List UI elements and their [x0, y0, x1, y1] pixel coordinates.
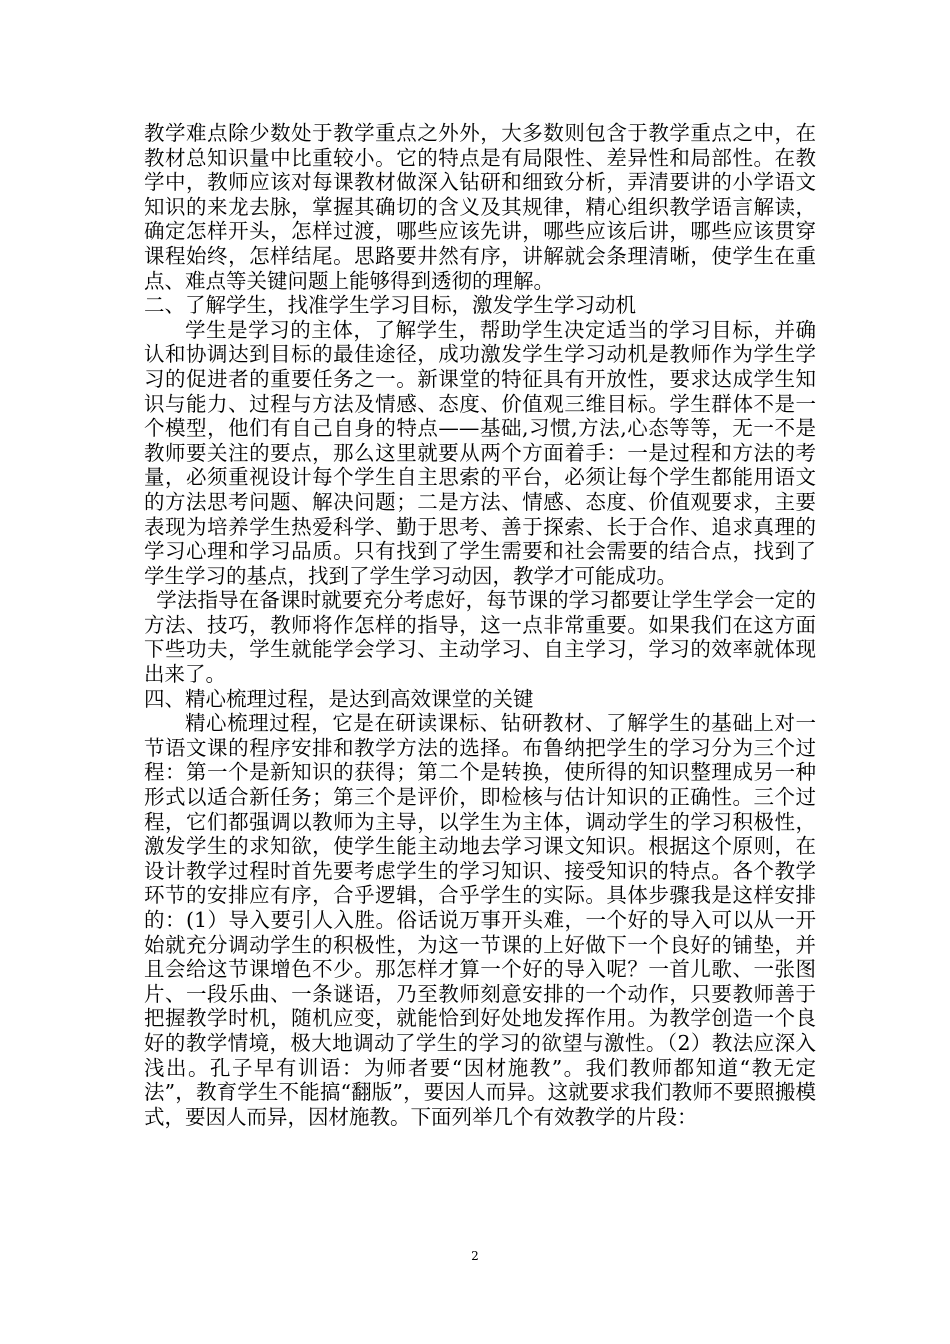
- page-number: 2: [471, 1249, 479, 1263]
- paragraph-learning-guidance: 学法指导在备课时就要充分考虑好，每节课的学习都要让学生学会一定的方法、技巧，教师将作怎样的指导，这一点非常重要。如果我们在这方面下些功夫，学生就能学会学习、主动学习、自主学习，学习的效率就体现出来了。: [144, 588, 816, 687]
- document-body: [144, 121, 816, 1129]
- paragraph-process-detail: 精心梳理过程，它是在研读课标、钻研教材、了解学生的基础上对一节语文课的程序安排和教学方法的选择。布鲁纳把学生的学习分为三个过程：第一个是新知识的获得；第二个是转换，使所得的知识整理成另一种形式以适合新任务；第三个是评价，即检核与估计知识的正确性。三个过程，它们都强调以教师为主导，以学生为主体，调动学生的学习积极性，激发学生的求知欲，使学生能主动地去学习课文知识。根据这个原则，在设计教学过程时首先要考虑学生的学习知识、接受知识的特点。各个教学环节的安排应有序，合乎逻辑，合乎学生的实际。具体步骤我是这样安排的：(1）导入要引人入胜。俗话说万事开头难，一个好的导入可以从一开始就充分调动学生的积极性，为这一节课的上好做下一个良好的铺垫，并且会给这节课增色不少。那怎样才算一个好的导入呢？一首儿歌、一张图片、一段乐曲、一条谜语，乃至教师刻意安排的一个动作，只要教师善于把握教学时机，随机应变，就能恰到好处地发挥作用。为教学创造一个良好的教学情境，极大地调动了学生的学习的欲望与激性。（2）教法应深入浅出。孔子早有训语：为师者要“因材施教”。我们教师都知道“教无定法”，教育学生不能搞“翻版”，要因人而异。这就要求我们教师不要照搬模式，要因人而异，因材施教。下面列举几个有效教学的片段：: [144, 711, 816, 1129]
- section-heading-understand-students: 二、了解学生，找准学生学习目标，激发学生学习动机: [144, 293, 636, 318]
- paragraph-difficult-points: 教学难点除少数处于教学重点之外外，大多数则包含于教学重点之中，在教材总知识量中比重较小。它的特点是有局限性、差异性和局部性。在教学中，教师应该对每课教材做深入钻研和细致分析，弄清要讲的小学语文知识的来龙去脉，掌握其确切的含义及其规律，精心组织教学语言解读，确定怎样开头，怎样过渡，哪些应该先讲，哪些应该后讲，哪些应该贯穿课程始终，怎样结尾。思路要井然有序，讲解就会条理清晰，使学生在重点、难点等关键问题上能够得到透彻的理解。: [144, 121, 816, 293]
- section-heading-process: 四、精心梳理过程，是达到高效课堂的关键: [144, 686, 534, 711]
- paragraph-students-subject: 学生是学习的主体，了解学生，帮助学生决定适当的学习目标，并确认和协调达到目标的最佳途径，成功激发学生学习动机是教师作为学生学习的促进者的重要任务之一。新课堂的特征具有开放性，要求达成学生知识与能力、过程与方法及情感、态度、价值观三维目标。学生群体不是一个模型，他们有自己自身的特点——基础,习惯,方法,心态等等，无一不是教师要关注的要点，那么这里就要从两个方面着手：一是过程和方法的考量，必须重视设计每个学生自主思索的平台，必须让每个学生都能用语文的方法思考问题、解决问题；二是方法、情感、态度、价值观要求，主要表现为培养学生热爱科学、勤于思考、善于探索、长于合作、追求真理的学习心理和学习品质。只有找到了学生需要和社会需要的结合点，找到了学生学习的基点，找到了学生学习动因，教学才可能成功。: [144, 317, 816, 588]
